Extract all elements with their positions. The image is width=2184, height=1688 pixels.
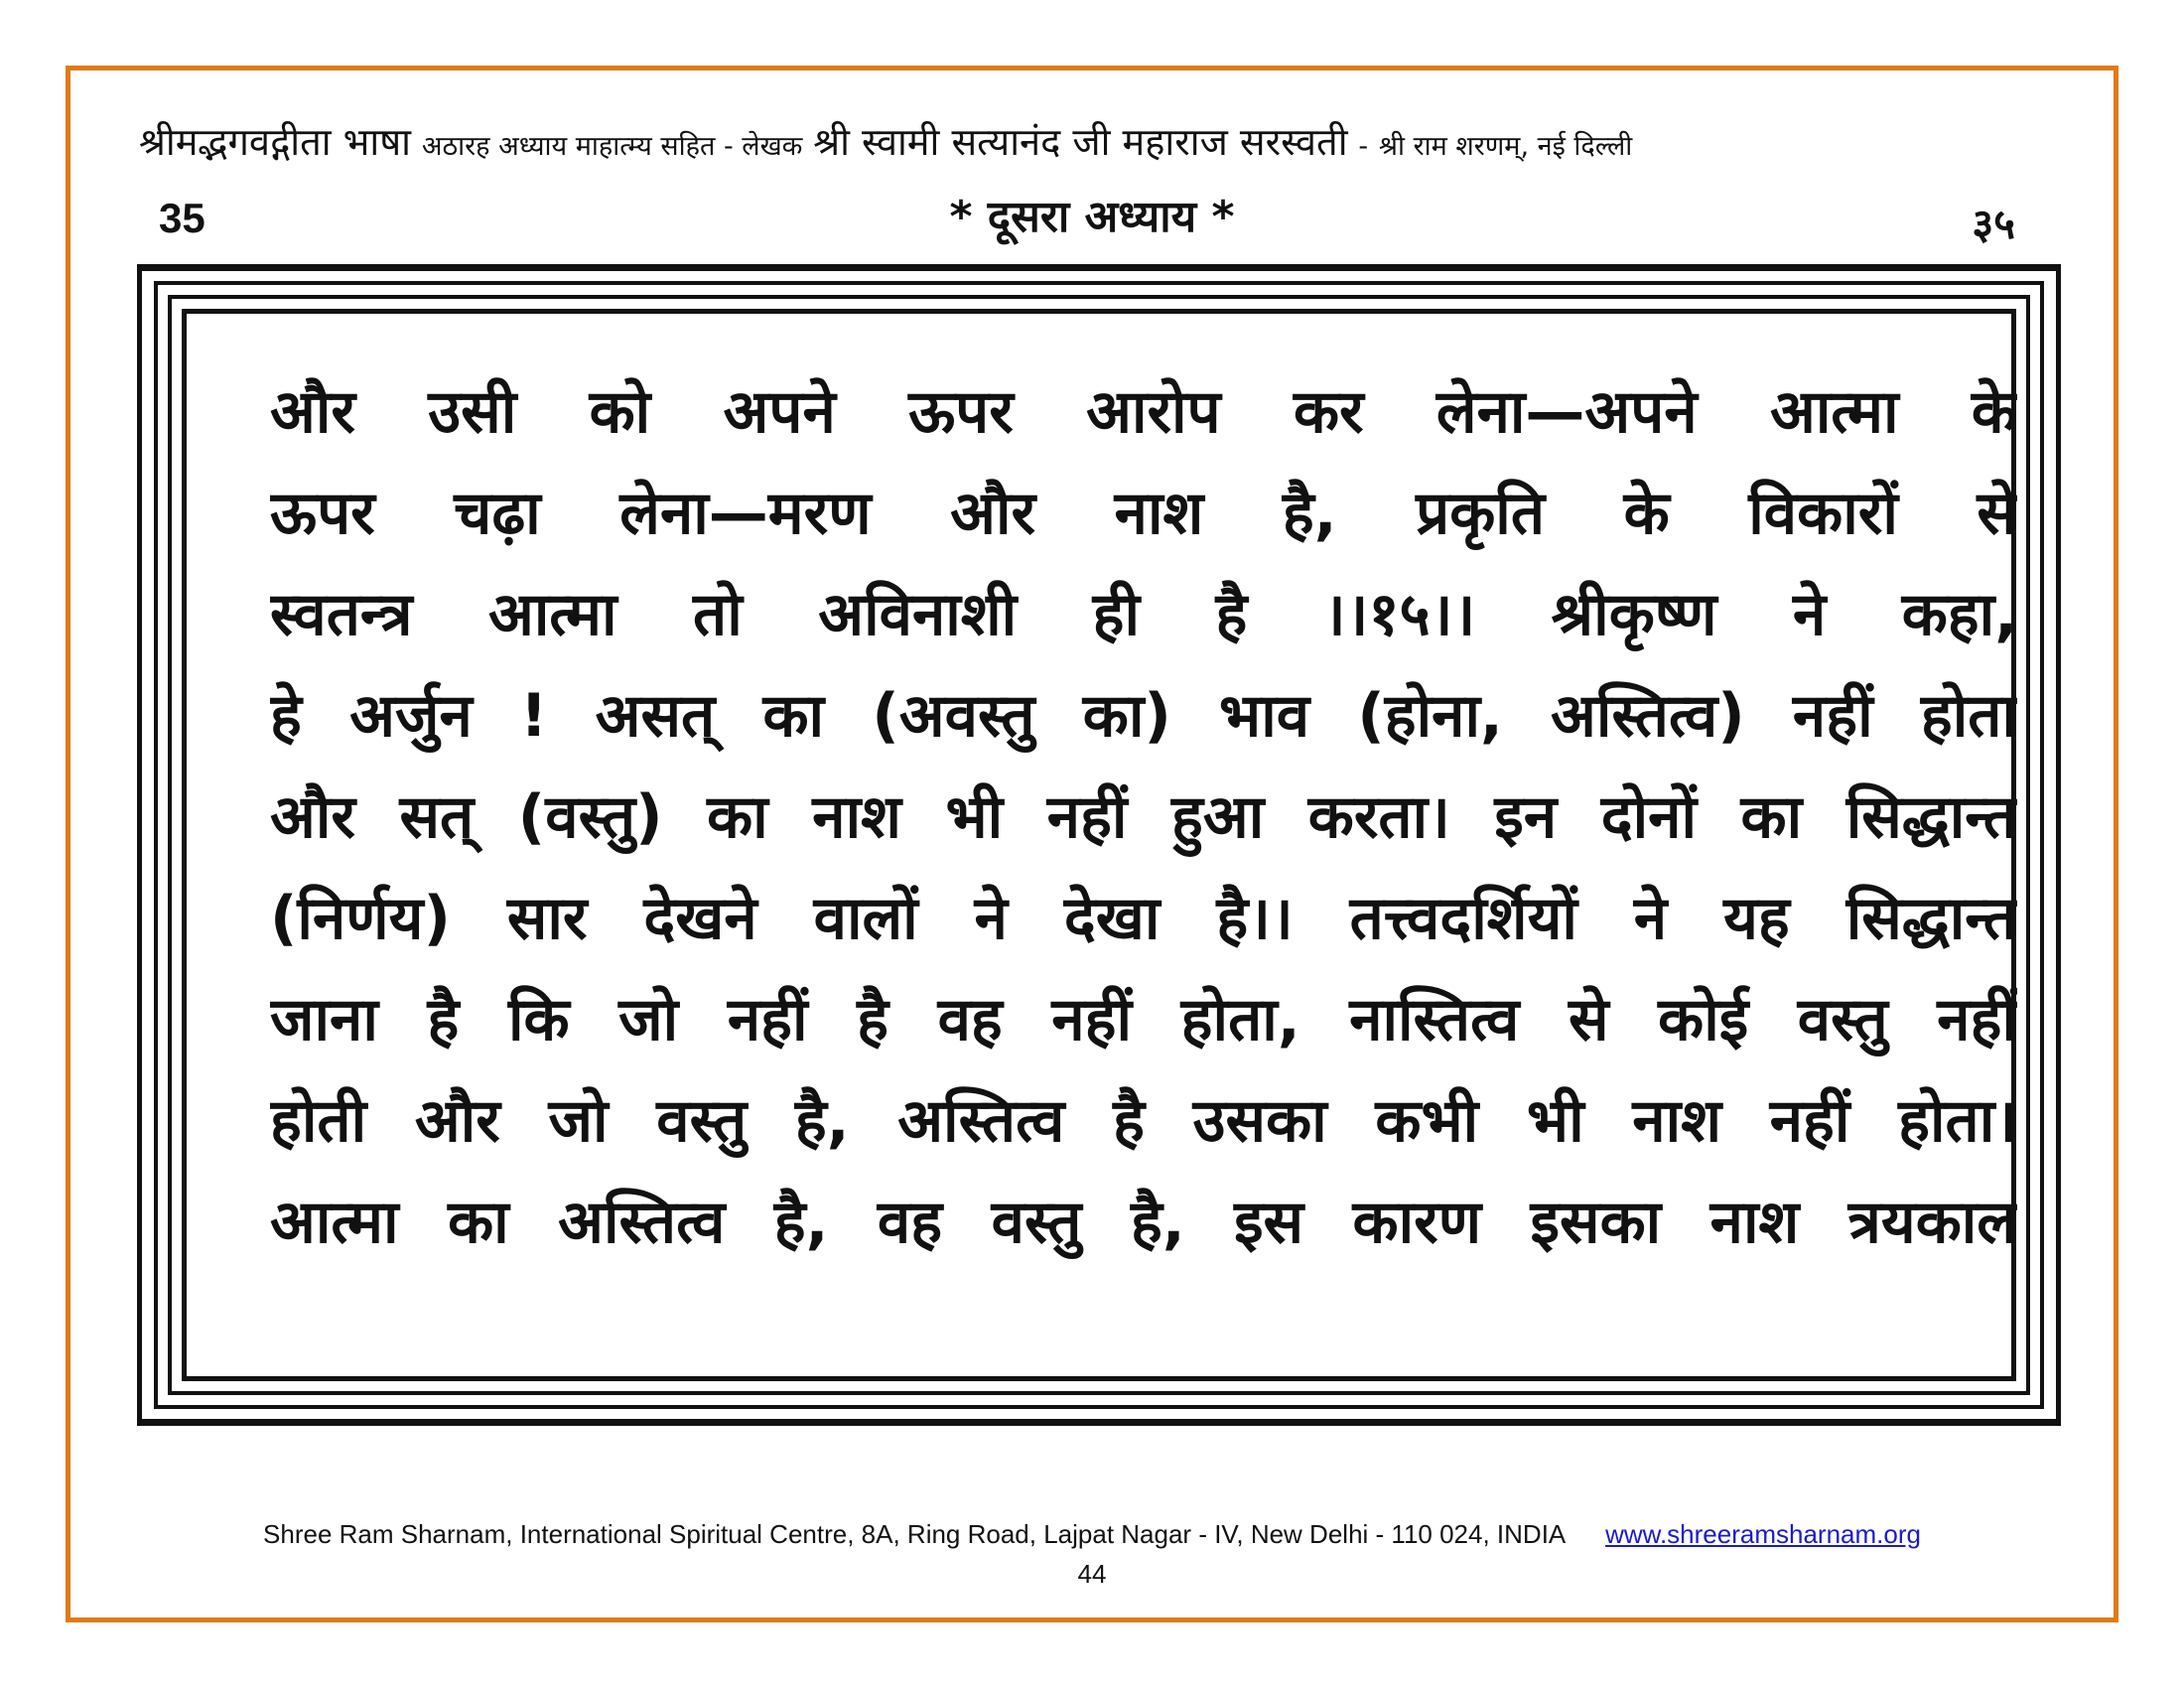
footer-address: Shree Ram Sharnam, International Spiritual Centre, 8A, Ring Road, Lajpat Nagar - IV, New Delhi - 110 024, INDIA	[263, 1519, 1565, 1549]
page-number-latin: 35	[159, 195, 205, 241]
author-name: श्री स्वामी सत्यानंद जी महाराज सरस्वती	[813, 120, 1348, 164]
book-title: श्रीमद्भगवद्गीता भाषा	[139, 120, 412, 164]
body-line: जाना है कि जो नहीं है वह नहीं होता, नास्तित्व से कोई वस्तु नहीं	[270, 985, 2017, 1055]
footer-page-number: 44	[1077, 1559, 1107, 1589]
body-line: और सत् (वस्तु) का नाश भी नहीं हुआ करता। इन दोनों का सिद्धान्त	[270, 782, 2017, 852]
body-line: स्वतन्त्र आत्मा तो अविनाशी ही है ।।१५।। श्रीकृष्ण ने कहा,	[270, 580, 2017, 649]
body-line: ऊपर चढ़ा लेना—मरण और नाश है, प्रकृति के विकारों से	[270, 479, 2017, 548]
body-text	[270, 361, 2017, 1273]
book-subtitle: अठारह अध्याय माहात्म्य सहित - लेखक	[421, 131, 803, 162]
text-box-border-inner	[168, 295, 2030, 1395]
publisher-name: श्री राम शरणम्, नई दिल्ली	[1378, 131, 1633, 162]
body-line: आत्मा का अस्तित्व है, वह वस्तु है, इस कारण इसका नाश त्रयकाल	[270, 1188, 2017, 1257]
page-number-devanagari: ३५	[1972, 200, 2015, 248]
chapter-heading: * दूसरा अध्याय *	[949, 192, 1235, 242]
footer-address-line	[0, 1519, 2184, 1550]
website-link[interactable]: www.shreeramsharnam.org	[1605, 1519, 1921, 1549]
header-separator: -	[1358, 131, 1369, 162]
text-box-border	[137, 264, 2061, 1426]
body-line: हे अर्जुन ! असत् का (अवस्तु का) भाव (होना, अस्तित्व) नहीं होता	[270, 681, 2017, 751]
body-line: और उसी को अपने ऊपर आरोप कर लेना—अपने आत्मा के	[270, 377, 2017, 447]
body-line: (निर्णय) सार देखने वालों ने देखा है।। तत्त्वदर्शियों ने यह सिद्धान्त	[270, 884, 2017, 953]
body-line: होती और जो वस्तु है, अस्तित्व है उसका कभी भी नाश नहीं होता।	[270, 1086, 2017, 1156]
text-box	[182, 309, 2016, 1381]
text-box-border-middle	[154, 281, 2044, 1409]
running-header	[139, 117, 2065, 167]
